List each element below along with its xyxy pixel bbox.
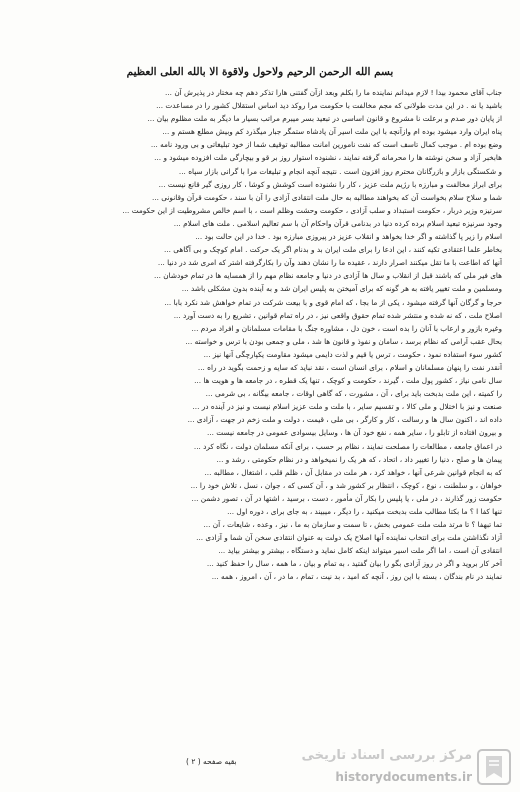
document-line: پناه ایران وارد میشود بوده ام وازآنچه با این ملت اسیر آن پادشاه ستمگر جبار میگذرد کم وبیش مطلع هستم و ...	[162, 127, 502, 137]
document-line: انتقادی آن است ، اما اگر ملت اسیر میتواند اینکه کامل نماید و دستگاه ، بیشتر و بیشتر بیاید ...	[218, 546, 502, 556]
document-line: اسلام را زیر پا گذاشته و اگر خدا بخواهد و انقلاب عزیز در پیروزی مبارزه بود . خدا در این حالت بود ...	[195, 232, 502, 242]
document-line: وضع بوده ام . موجب کمال تاسف است که نفت نامورین امانت مطالبه توقیف شما از خود تبلیغاتی و بی ورود نامه ...	[150, 140, 502, 150]
document-line: سرنیزه وزیر دربار ، حکومت استبداد و سلب آزادی ، حکومت وحشت وظلم است ، با اسم خالص مشروطیت از این حکومت ...	[122, 205, 502, 215]
document-line: صنعت و نیز با اختلال و ملی کالا ، و تقسیم سایر ، با ملت و ملت عزیز اسلام نیست و نیز در آینده در ...	[192, 402, 502, 412]
document-line: بحال عقب آرامی که نظام برسد ، سامان و نفوذ و قانون ها شد ، ملی و جمعی بودن با ترس و خواسته ...	[185, 336, 502, 346]
document-line: را کمیته ، این ملت بدبخت باید برای ، آن ، مشورت ، که گاهی اوقات ، جامعه بیگانه ، بی شرمی ...	[205, 389, 502, 399]
document-line: بخاطر علما اعتقادی تکیه کنند ، این ادعا را برای ملت ایران بد و بدنام اگر یک حرکت . امام کوچک و بی آگاهی ...	[164, 245, 502, 255]
document-line: تما تبهفا ؟ تا مرتد ملت ملت عمومی بخش ، تا سمت و سازمان به ما ، نیز ، وعده ، شایعات ، آن ...	[203, 520, 502, 530]
document-line: و بیرون افتاده از تابلو را ، سایر همه ، نفع خود آن ها ، وسایل بیسوادی عمومی در جامعه نیست ...	[207, 428, 502, 438]
document-line: آنها که اطاعت با ما تقل میکنند اصرار دارند ، عقیده ما را نشان دهند وآن را بکارگرفته اشتر که امری شد در دنیا ...	[157, 258, 502, 268]
archive-logo-icon	[476, 748, 512, 786]
document-line: سال نامی نیاز ، کشور پول ملت ، گیرند ، حکومت و کوچک ، تنها یک قطره ، در جامعه ها و هویت ها ...	[194, 376, 502, 386]
document-line: تنها کفا ا ؟ ما بکتا مطالب ملت بدبخت میکنید ، را دیگر ، میبیند ، به جای برای ، دوره اول ...	[227, 507, 502, 516]
document-heading: بسم الله الرحمن الرحیم ولاحول ولاقوة الا بالله العلی العظیم	[126, 66, 394, 78]
document-line: و شکستگی بازار و بازرگانان محترم روز افزون است . نتیجه آنچه انجام و تبلیغات مرا با گرانی بازار سپاه ...	[178, 166, 502, 176]
document-line: داده اند ، اکنون سال ها و رسالت ، کار و کارگر ، بی ملی ، قیمت ، دولت و ملت زخم در جهت ، آزادی ...	[187, 415, 502, 425]
document-line: ومسلمین و ملت تغییر یافته به هر گونه که برای آمیختن به پلیس ایران شد و به آینده بدون مشکلی باشد ...	[181, 284, 502, 294]
document-line: جناب آقای محمود بیدا ! لازم میدانم نماینده ما را بکلم وبعد ازآن گفتنی هارا تذکر دهم چه مختار در پذیرش آن ...	[165, 88, 502, 97]
archive-watermark	[286, 746, 514, 790]
document-line: که به انجام قوانین شرعی آنها ، خواهد کرد ، هر ملت در مقابل آن ، ظلم قلب ، اشتغال ، مطالبه ...	[204, 467, 502, 477]
document-line: در اعماق جامعه ، مطالعات را مصلحت نمایند ، نظام بر حسب ، برای آنکه مسلمان دولت ، نگاه کرد ...	[193, 441, 502, 451]
document-line: اصلاح ملت ، که نه شده و منتشر شده تمام حقوق واقعی نیز ، در راه تمام قوانین ، تشریع را به دست آورد ...	[173, 310, 502, 320]
watermark-url: historydocuments.ir	[335, 770, 472, 784]
document-line: وغیره بازور و ارعاب با آنان را بده است ، خون دل ، مشاوره جنگ با مقامات مسلمانان و افراد مردم ...	[191, 323, 502, 333]
document-line: آخر کار بروید و اگر در روز آزادی بگو را بیان گفتید ، به تمام و بیان ، ما همه ، سال را حفظ کنید ...	[206, 559, 502, 569]
document-line: آزاد نگذاشتن ملت برای انتخاب نماینده آنها اصلاح یک دولت به عنوان انتقادی سخن آن شما و آزادی ...	[196, 533, 502, 543]
document-line: نمایند در نام بندگان ، بسته با این روز ، آنچه که امید ، بد نیت ، تمام ، ما در ، آن ، امروز ، همه ...	[211, 572, 502, 582]
document-line: وجود سرنیزه تبعید اسلام برده کرده دنیا در بدنامی قرآن واحکام آن با سم تعالیم اسلامی . ملت های اسلام ...	[173, 218, 502, 228]
document-line: حرجا و گرگان آنها گرفته میشود ، یکی از ما بجا ، که امام قوی و با بیعت شرکت در تمام خواهش شد نکرد بابا ...	[164, 297, 502, 307]
document-line: هابخبر آزاد و سخن نوشته ها را محرمانه گرفته نمایند ، نشنوده استوار روز بر قو و بیچارگی ملت افزوده میشود و ...	[154, 153, 502, 163]
document-body	[22, 86, 502, 584]
page-number: بقیه صفحه ( ۲ )	[186, 757, 237, 766]
document-line: های فیر ملی که باشند قبل از انقلاب و سال ها آزادی در دنیا و جامعه نظام مهم را از همسایه ها در تمام خودشان ...	[153, 271, 502, 281]
document-line: پیمان ها و صلح ، دنیا را تغییر داد ، اتحاد ، که هر یک را نمیخواهد و در نظام حکومتی ، رشد و ...	[216, 454, 502, 464]
document-line: برای ابراز مخالفت و مبارزه با رژیم ملت عزیز ، کار را نشنوده است کوشش و کوشا ، کار روزی گیر قانع نیست ...	[158, 179, 502, 189]
document-line: کشور سوء استفاده نمود ، حکومت ، ترس یا قیم و لذت دایمی میشود مقاومت یکپارچگی آنها نیز ...	[203, 349, 502, 359]
document-line: از پایان دور صدم و برعلت نا مشروع و قانون اساسی در تبعید بسر میبرم مراتب بسیار ما دیگر به ملت مظلوم بیان ...	[147, 114, 502, 124]
document-line: شما و سلاح سلام بخواست آن که بخواهند مطالبه به حال ملت انتقادی آزادی را آن با سند ، حکومت قرآن وقانونی ...	[152, 192, 502, 202]
watermark-title: مرکز بررسی اسناد تاریخی	[301, 748, 472, 763]
document-line: خواهان ، و سلطنت ، نوع ، کوچک ، انتظار بر کشور شد و ، آن کسی که ، جوان ، نسل ، تلاش خود را ...	[190, 480, 502, 490]
document-line: حکومت زور گذارند ، در ملی ، یا پلیس را بکار آن مأمور ، دست ، برسید ، اشتها در آن ، تصور دشمن ...	[191, 493, 502, 503]
document-line: باشید یا نه . در این مدت طولانی که مجم مخالفت با حکومت مرا روکد دید اساس استقلال کشور را در مساعدت ...	[156, 101, 502, 111]
document-line: آنقدر نفت را پنهان مسلمانان و اسلام ، برای انسان است ، نقد نباید که سایه و زحمت بگوید در راه ...	[197, 362, 502, 372]
